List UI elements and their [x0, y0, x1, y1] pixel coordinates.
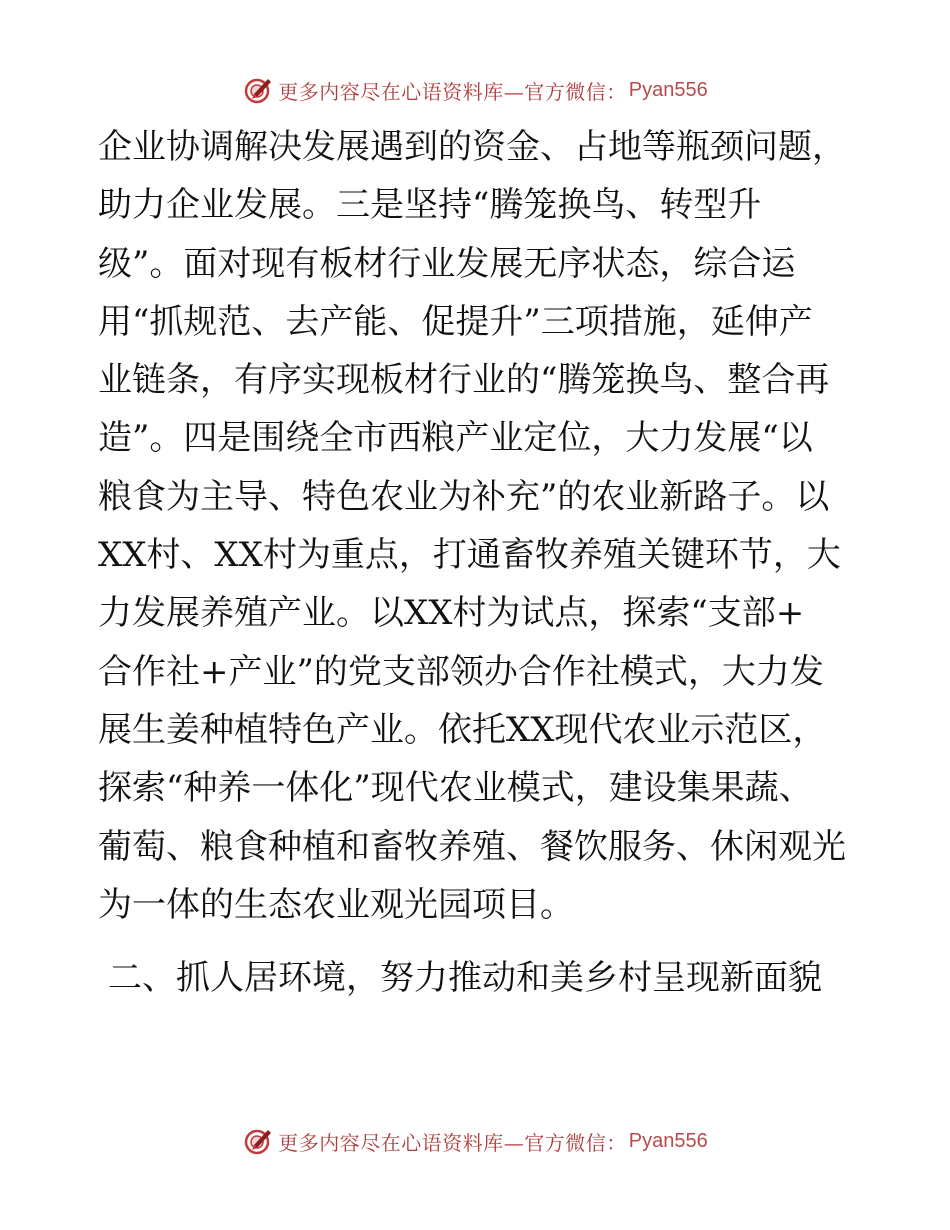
text-line: 助力企业发展。三是坚持“腾笼换鸟、转型升 [98, 185, 762, 226]
text-line: 力发展养殖产业。以XX村为试点，探索“支部+ [98, 593, 805, 634]
text-line: 展生姜种植特色产业。依托XX现代农业示范区， [98, 709, 827, 750]
text-line: 合作社+产业”的党支部领办合作社模式，大力发 [98, 651, 824, 692]
text-line: 用“抓规范、去产能、促提升”三项措施，延伸产 [98, 301, 813, 342]
watermark-text: 更多内容尽在心语资料库—官方微信： [278, 79, 627, 104]
text-line: 探索“种养一体化”现代农业模式，建设集果蔬、 [98, 768, 813, 809]
header-watermark [0, 70, 950, 110]
watermark-text: 更多内容尽在心语资料库—官方微信： [278, 1130, 627, 1155]
pen-logo-icon [242, 74, 274, 106]
body-paragraph [98, 118, 858, 934]
footer-watermark [0, 1121, 950, 1161]
text-line: 业链条，有序实现板材行业的“腾笼换鸟、整合再 [98, 360, 830, 401]
text-line: 级”。面对现有板材行业发展无序状态，综合运 [98, 243, 796, 284]
watermark-wechat-id: Pyan556 [628, 78, 708, 101]
section-heading: 二、抓人居环境，努力推动和美乡村呈现新面貌 [108, 958, 822, 998]
text-line: XX村、XX村为重点，打通畜牧养殖关键环节，大 [98, 535, 841, 576]
text-line: 葡萄、粮食种植和畜牧养殖、餐饮服务、休闲观光 [98, 826, 846, 867]
text-line: 企业协调解决发展遇到的资金、占地等瓶颈问题， [98, 127, 846, 167]
text-line: 粮食为主导、特色农业为补充”的农业新路子。以 [98, 476, 830, 517]
text-line: 造”。四是围绕全市西粮产业定位，大力发展“以 [98, 418, 813, 459]
watermark-wechat-id: Pyan556 [628, 1129, 708, 1152]
pen-logo-icon [242, 1125, 274, 1157]
text-line: 为一体的生态农业观光园项目。 [98, 884, 574, 925]
